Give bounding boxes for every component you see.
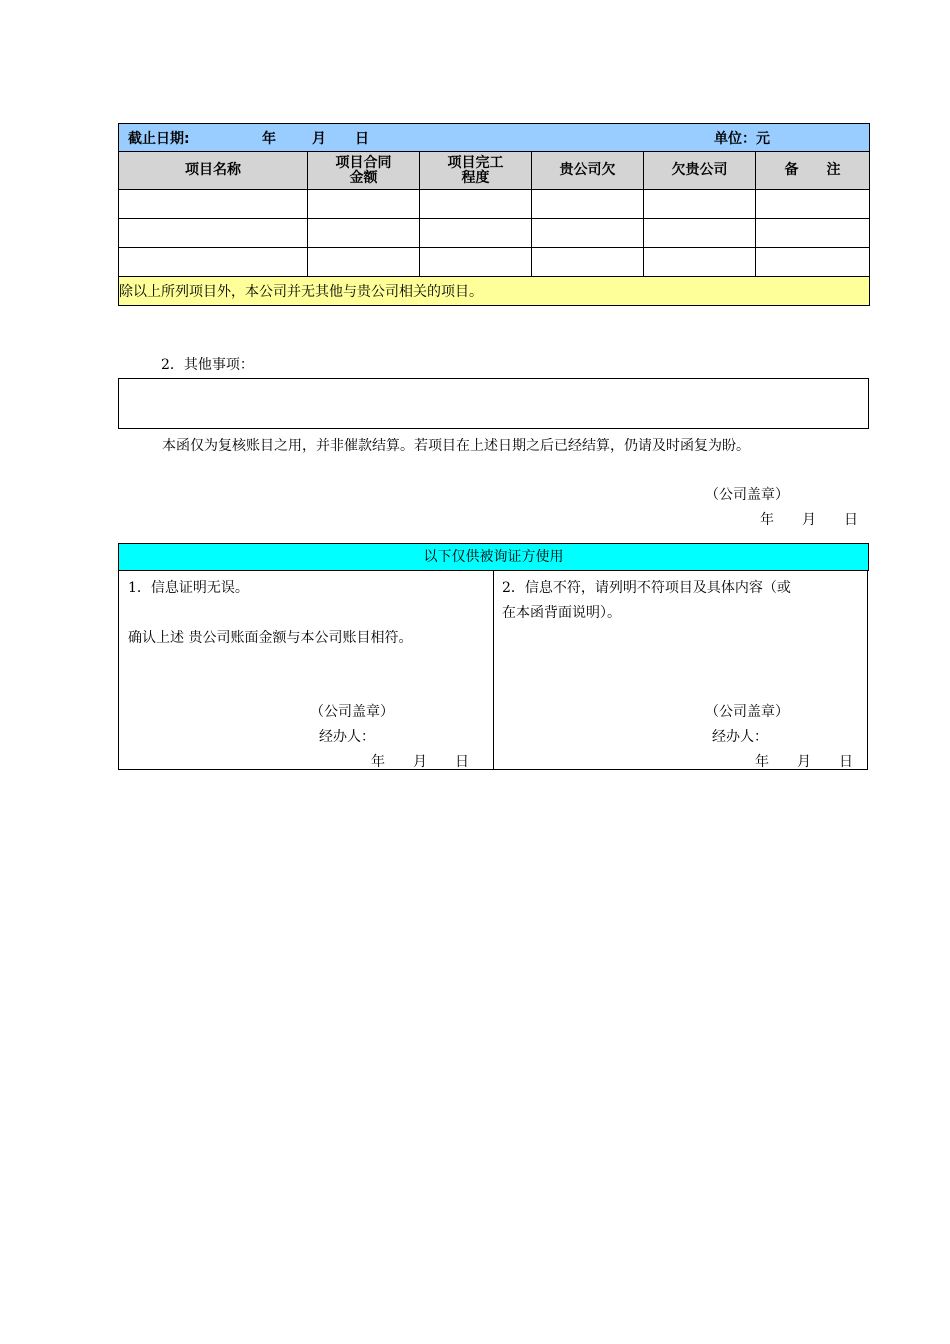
right-date: 年 月 日 xyxy=(755,754,853,770)
info-mismatch-item-line1: 2．信息不符，请列明不符项目及具体内容（或 xyxy=(502,580,791,596)
col-header-completion: 项目完工 程度 xyxy=(420,152,532,190)
table-cell[interactable] xyxy=(119,219,308,248)
table-cell[interactable] xyxy=(756,219,870,248)
left-handler-label: 经办人： xyxy=(319,729,375,745)
cutoff-header-row xyxy=(119,124,870,152)
col-header-remarks: 备 注 xyxy=(756,152,870,190)
cutoff-year: 年 xyxy=(262,131,276,147)
table-cell[interactable] xyxy=(644,219,756,248)
col-header-contract-amount: 项目合同 金额 xyxy=(308,152,420,190)
statement-text: 本函仅为复核账目之用，并非催款结算。若项目在上述日期之后已经结算，仍请及时函复为盼。 xyxy=(162,438,750,454)
cutoff-date-label: 截止日期: xyxy=(128,131,190,147)
table-cell[interactable] xyxy=(644,248,756,277)
table-row xyxy=(119,190,870,219)
footer-note-row xyxy=(119,277,870,306)
table-cell[interactable] xyxy=(756,190,870,219)
table-cell[interactable] xyxy=(756,248,870,277)
unit-label: 单位：元 xyxy=(714,131,770,147)
cutoff-month: 月 xyxy=(312,131,326,147)
table-cell[interactable] xyxy=(119,190,308,219)
right-handler-label: 经办人： xyxy=(712,729,768,745)
table-cell[interactable] xyxy=(420,190,532,219)
table-cell[interactable] xyxy=(532,219,644,248)
column-header-row xyxy=(119,152,870,190)
table-cell[interactable] xyxy=(308,219,420,248)
confirm-statement: 确认上述 贵公司账面金额与本公司账目相符。 xyxy=(128,630,413,646)
table-row xyxy=(119,219,870,248)
info-mismatch-item-line2: 在本函背面说明）。 xyxy=(502,605,621,621)
other-matters-box[interactable] xyxy=(118,378,869,429)
project-confirmation-table xyxy=(118,123,870,306)
cutoff-day: 日 xyxy=(355,131,369,147)
info-correct-item: 1．信息证明无误。 xyxy=(128,580,249,596)
left-date: 年 月 日 xyxy=(371,754,469,770)
col-header-project-name: 项目名称 xyxy=(119,152,308,190)
table-cell[interactable] xyxy=(644,190,756,219)
table-cell[interactable] xyxy=(532,190,644,219)
table-row xyxy=(119,248,870,277)
table-cell[interactable] xyxy=(420,248,532,277)
table-cell[interactable] xyxy=(308,248,420,277)
footer-note: 除以上所列项目外，本公司并无其他与贵公司相关的项目。 xyxy=(119,277,870,306)
respondent-right-box xyxy=(493,570,868,770)
col-header-you-owe: 贵公司欠 xyxy=(532,152,644,190)
left-seal-label: （公司盖章） xyxy=(310,704,394,720)
other-matters-label: 2．其他事项： xyxy=(161,357,254,373)
table-cell[interactable] xyxy=(119,248,308,277)
respondent-title-bar: 以下仅供被询证方使用 xyxy=(118,543,869,571)
seal-label: （公司盖章） xyxy=(705,487,789,503)
table-cell[interactable] xyxy=(308,190,420,219)
right-seal-label: （公司盖章） xyxy=(705,704,789,720)
respondent-left-box xyxy=(118,570,494,770)
table-cell[interactable] xyxy=(532,248,644,277)
table-cell[interactable] xyxy=(420,219,532,248)
seal-date: 年 月 日 xyxy=(760,512,858,528)
col-header-owed-to-you: 欠贵公司 xyxy=(644,152,756,190)
